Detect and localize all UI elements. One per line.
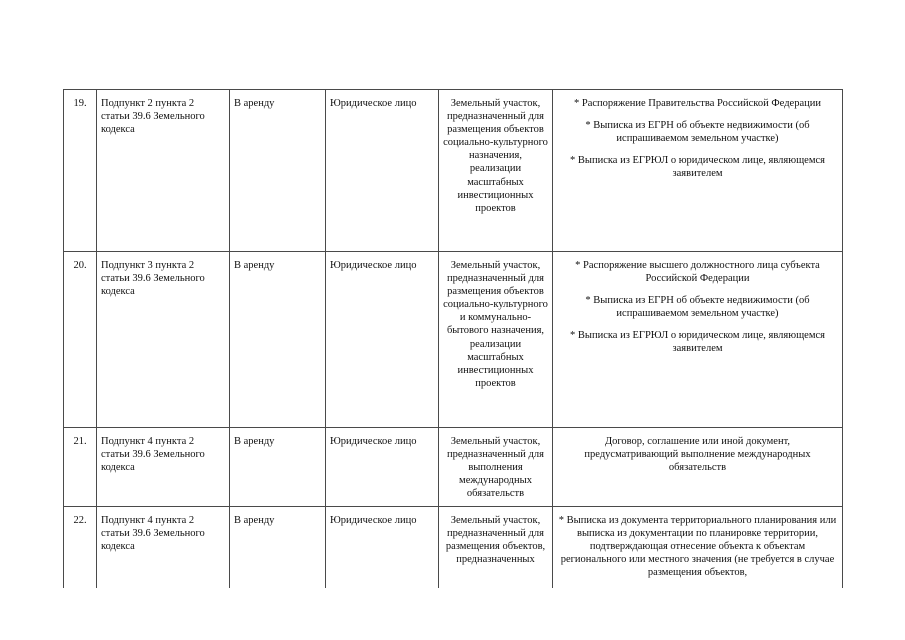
table-row	[64, 507, 843, 589]
land-purpose: Земельный участок, предназначенный для размещения объектов социально-культурного назначения, реализации масштабных инвестиционных проектов	[439, 90, 553, 252]
right-type: В аренду	[230, 428, 326, 507]
row-number: 21.	[64, 428, 97, 507]
document-item: * Распоряжение высшего должностного лица субъекта Российской Федерации	[575, 260, 820, 285]
table-row	[64, 252, 843, 428]
document-item: * Выписка из ЕГРЮЛ о юридическом лице, являющемся заявителем	[570, 330, 825, 355]
right-type: В аренду	[230, 252, 326, 428]
document-item: * Выписка из ЕГРЮЛ о юридическом лице, являющемся заявителем	[570, 155, 825, 180]
required-documents	[553, 428, 843, 507]
land-documents-table	[63, 89, 843, 589]
right-type: В аренду	[230, 507, 326, 589]
legal-basis: Подпункт 4 пункта 2 статьи 39.6 Земельного кодекса	[97, 428, 230, 507]
applicant-type: Юридическое лицо	[326, 428, 439, 507]
legal-basis: Подпункт 4 пункта 2 статьи 39.6 Земельного кодекса	[97, 507, 230, 589]
right-type: В аренду	[230, 90, 326, 252]
legal-basis: Подпункт 3 пункта 2 статьи 39.6 Земельного кодекса	[97, 252, 230, 428]
table-row	[64, 90, 843, 252]
row-number: 19.	[64, 90, 97, 252]
table-row	[64, 428, 843, 507]
required-documents	[553, 252, 843, 428]
land-purpose: Земельный участок, предназначенный для размещения объектов, предназначенных	[439, 507, 553, 589]
legal-basis: Подпункт 2 пункта 2 статьи 39.6 Земельного кодекса	[97, 90, 230, 252]
land-purpose: Земельный участок, предназначенный для размещения объектов социально-культурного и коммунально-бытового назначения, реализации масштабных инвестиционных проектов	[439, 252, 553, 428]
document-item: * Выписка из документа территориального планирования или выписка из документации по планировке территории, подтверждающая отнесение объекта к объектам регионального или местного значения (не требуется в случае размещения объектов,	[558, 515, 837, 579]
document-item: * Выписка из ЕГРН об объекте недвижимости (об испрашиваемом земельном участке)	[585, 120, 810, 145]
row-number: 20.	[64, 252, 97, 428]
document-item: * Выписка из ЕГРН об объекте недвижимости (об испрашиваемом земельном участке)	[585, 295, 810, 320]
applicant-type: Юридическое лицо	[326, 252, 439, 428]
row-number: 22.	[64, 507, 97, 589]
land-purpose: Земельный участок, предназначенный для выполнения международных обязательств	[439, 428, 553, 507]
document-item: * Распоряжение Правительства Российской Федерации	[574, 98, 821, 109]
required-documents	[553, 90, 843, 252]
applicant-type: Юридическое лицо	[326, 90, 439, 252]
page-bottom-margin	[0, 588, 905, 640]
applicant-type: Юридическое лицо	[326, 507, 439, 589]
document-item: Договор, соглашение или иной документ, предусматривающий выполнение международных обязательств	[584, 436, 811, 474]
required-documents	[553, 507, 843, 589]
